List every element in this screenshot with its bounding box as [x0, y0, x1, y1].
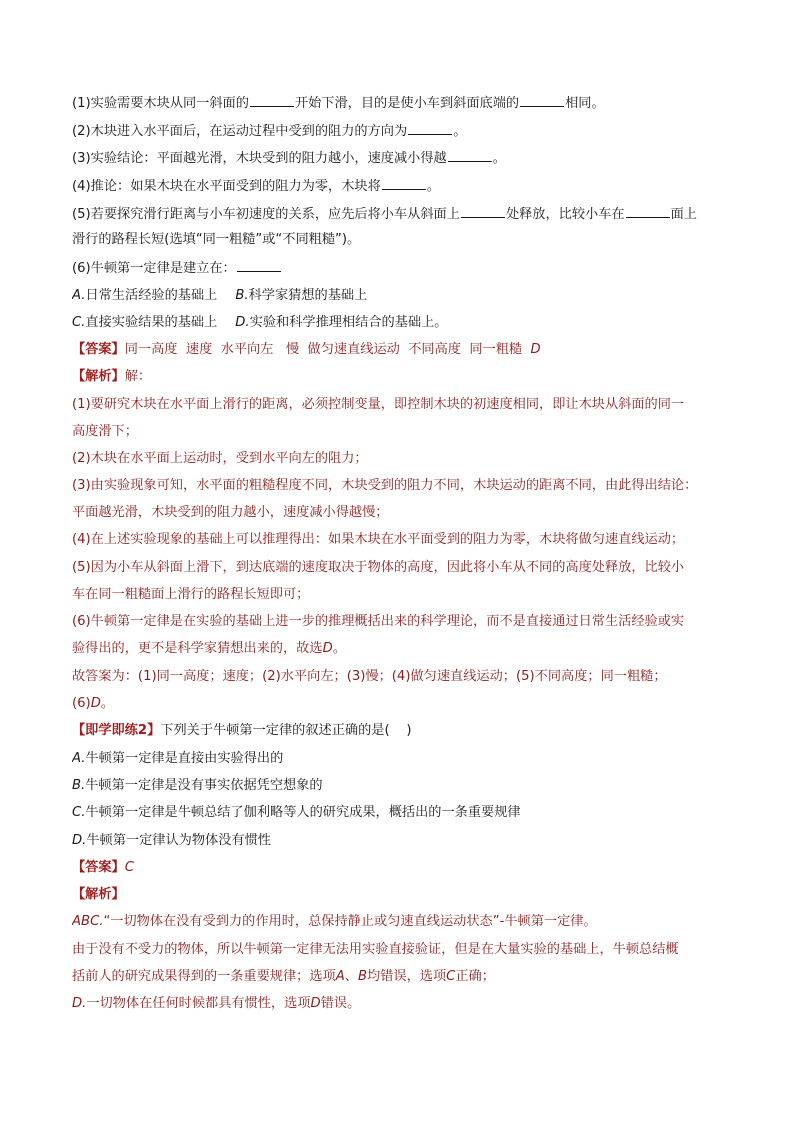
answer-blank	[448, 149, 492, 162]
analysis-line: (5)因为小车从斜面上滑下，到达底端的速度取决于物体的高度，因此将小车从不同的高度处释放，比较小	[72, 560, 685, 575]
analysis-line: 高度滑下；	[72, 424, 138, 439]
analysis-line: (2)木块在水平面上运动时，受到水平向左的阻力；	[72, 451, 368, 466]
answer-blank	[237, 259, 281, 272]
answer-blank	[520, 94, 564, 107]
question-2-analysis-heading: 【解析】	[72, 887, 125, 902]
question-1-analysis-heading: 【解析】解：	[72, 369, 152, 384]
question-1-part-1: (1)实验需要木块从同一斜面的 开始下滑，目的是使小车到斜面底端的 相同。	[72, 96, 605, 111]
analysis-line: D.一切物体在任何时候都具有惯性，选项D错误。	[72, 996, 361, 1011]
question-2-answer: 【答案】C	[72, 860, 134, 875]
question-2-option-d: D.牛顿第一定律认为物体没有惯性	[72, 833, 271, 848]
answer-blank	[408, 122, 452, 135]
analysis-line: ABC.“一切物体在没有受到力的作用时，总保持静止或匀速直线运动状态”-牛顿第一定律。	[72, 914, 597, 929]
analysis-line: (1)要研究木块在水平面上滑行的距离，必须控制变量，即控制木块的初速度相同，即让木块从斜面的同一	[72, 397, 685, 412]
question-1-part-5-cont: 滑行的路程长短(选填“同一粗糙”或“不同粗糙”)。	[72, 232, 361, 247]
question-1-part-4: (4)推论：如果木块在水平面受到的阻力为零，木块将 。	[72, 179, 440, 194]
answer-blank	[461, 205, 505, 218]
answer-blank	[250, 94, 294, 107]
question-1-options-ab: A.日常生活经验的基础上 B.科学家猜想的基础上	[72, 288, 368, 303]
question-2-option-c: C.牛顿第一定律是牛顿总结了伽利略等人的研究成果，概括出的一条重要规律	[72, 805, 521, 820]
question-1-part-6: (6)牛顿第一定律是建立在：	[72, 259, 732, 278]
analysis-line: 车在同一粗糙面上滑行的路程长短即可；	[72, 587, 310, 602]
answer-blank	[382, 177, 426, 190]
question-1-part-3: (3)实验结论：平面越光滑，木块受到的阻力越小，速度减小得越 。	[72, 151, 506, 166]
analysis-line: (6)牛顿第一定律是在实验的基础上进一步的推理概括出来的科学理论，而不是直接通过日常生活经验或实	[72, 614, 685, 629]
question-1-part-5: (5)若要探究滑行距离与小车初速度的关系，应先后将小车从斜面上 处释放，比较小车在 面上	[72, 207, 697, 222]
answer-summary-cont: (6)D。	[72, 696, 115, 711]
analysis-line: 括前人的研究成果得到的一条重要规律；选项A、B均错误，选项C正确；	[72, 969, 495, 984]
answer-blank	[626, 205, 670, 218]
question-1-answer: 【答案】同一高度 速度 水平向左 慢 做匀速直线运动 不同高度 同一粗糙 D	[72, 342, 541, 357]
analysis-line: 由于没有不受力的物体，所以牛顿第一定律无法用实验直接验证，但是在大量实验的基础上，牛顿总结概	[72, 942, 679, 957]
question-1-part-2: (2)木块进入水平面后，在运动过程中受到的阻力的方向为 。	[72, 124, 467, 139]
analysis-line: (4)在上述实验现象的基础上可以推理得出：如果木块在水平面受到的阻力为零，木块将做匀速直线运动；	[72, 532, 685, 547]
question-2-stem: 【即学即练2】下列关于牛顿第一定律的叙述正确的是( )	[72, 723, 412, 738]
analysis-line: 验得出的，更不是科学家猜想出来的，故选D。	[72, 641, 346, 656]
question-2-option-a: A.牛顿第一定律是直接由实验得出的	[72, 751, 284, 766]
question-2-option-b: B.牛顿第一定律是没有事实依据凭空想象的	[72, 778, 323, 793]
analysis-line: (3)由实验现象可知，水平面的粗糙程度不同，木块受到的阻力不同，木块运动的距离不同，由此得出结论：	[72, 478, 698, 493]
analysis-line: 平面越光滑，木块受到的阻力越小，速度减小得越慢；	[72, 505, 389, 520]
question-1-options-cd: C.直接实验结果的基础上 D.实验和科学推理相结合的基础上。	[72, 315, 448, 330]
answer-summary: 故答案为：(1)同一高度；速度；(2)水平向左；(3)慢；(4)做匀速直线运动；(5)不同高度；同一粗糙；	[72, 669, 667, 684]
